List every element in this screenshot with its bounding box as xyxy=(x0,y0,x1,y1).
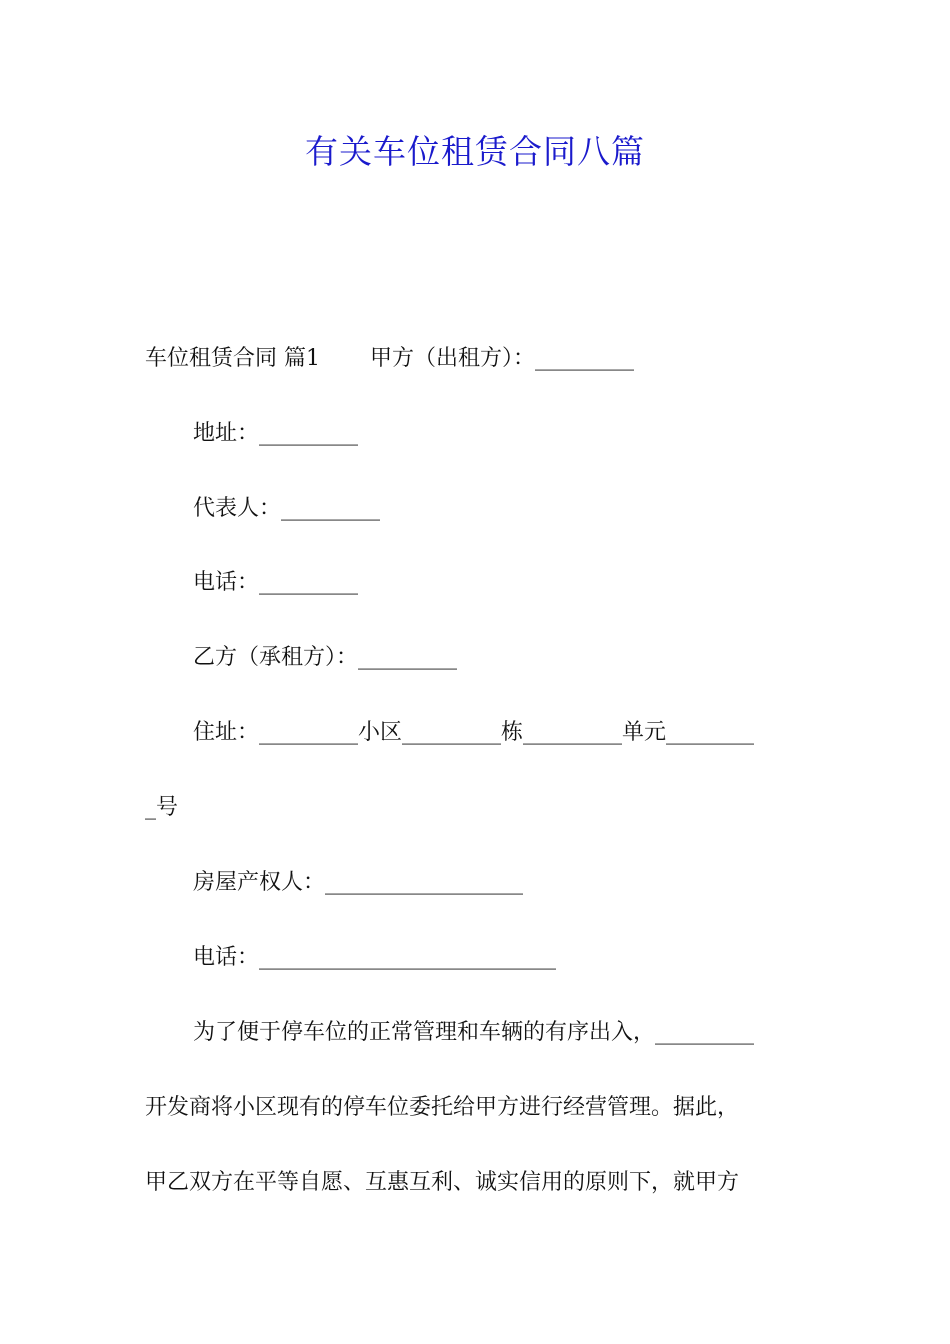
body-paragraph-line: 开发商将小区现有的停车位委托给甲方进行经营管理。据此， xyxy=(145,1095,740,1120)
party-a-field: 甲方（出租方）：_________ xyxy=(370,346,635,371)
residence-field-continued: _号 xyxy=(145,795,179,820)
party-b-field: 乙方（承租方）：_________ xyxy=(193,645,458,670)
document-title: 有关车位租赁合同八篇 xyxy=(305,132,645,171)
body-paragraph-line: 甲乙双方在平等自愿、互惠互利、诚实信用的原则下，就甲方 xyxy=(145,1170,740,1195)
residence-field: 住址：_________小区_________栋_________单元________ xyxy=(193,720,755,745)
address-field: 地址：_________ xyxy=(193,421,359,446)
property-owner-field: 房屋产权人：__________________ xyxy=(193,870,524,895)
owner-phone-field: 电话：___________________________ xyxy=(193,945,557,970)
first-line xyxy=(145,341,634,377)
phone-field: 电话：_________ xyxy=(193,570,359,595)
section-heading: 车位租赁合同 篇1 xyxy=(145,346,320,371)
representative-field: 代表人：_________ xyxy=(193,496,381,521)
body-paragraph-line: 为了便于停车位的正常管理和车辆的有序出入，_________ xyxy=(193,1020,755,1045)
